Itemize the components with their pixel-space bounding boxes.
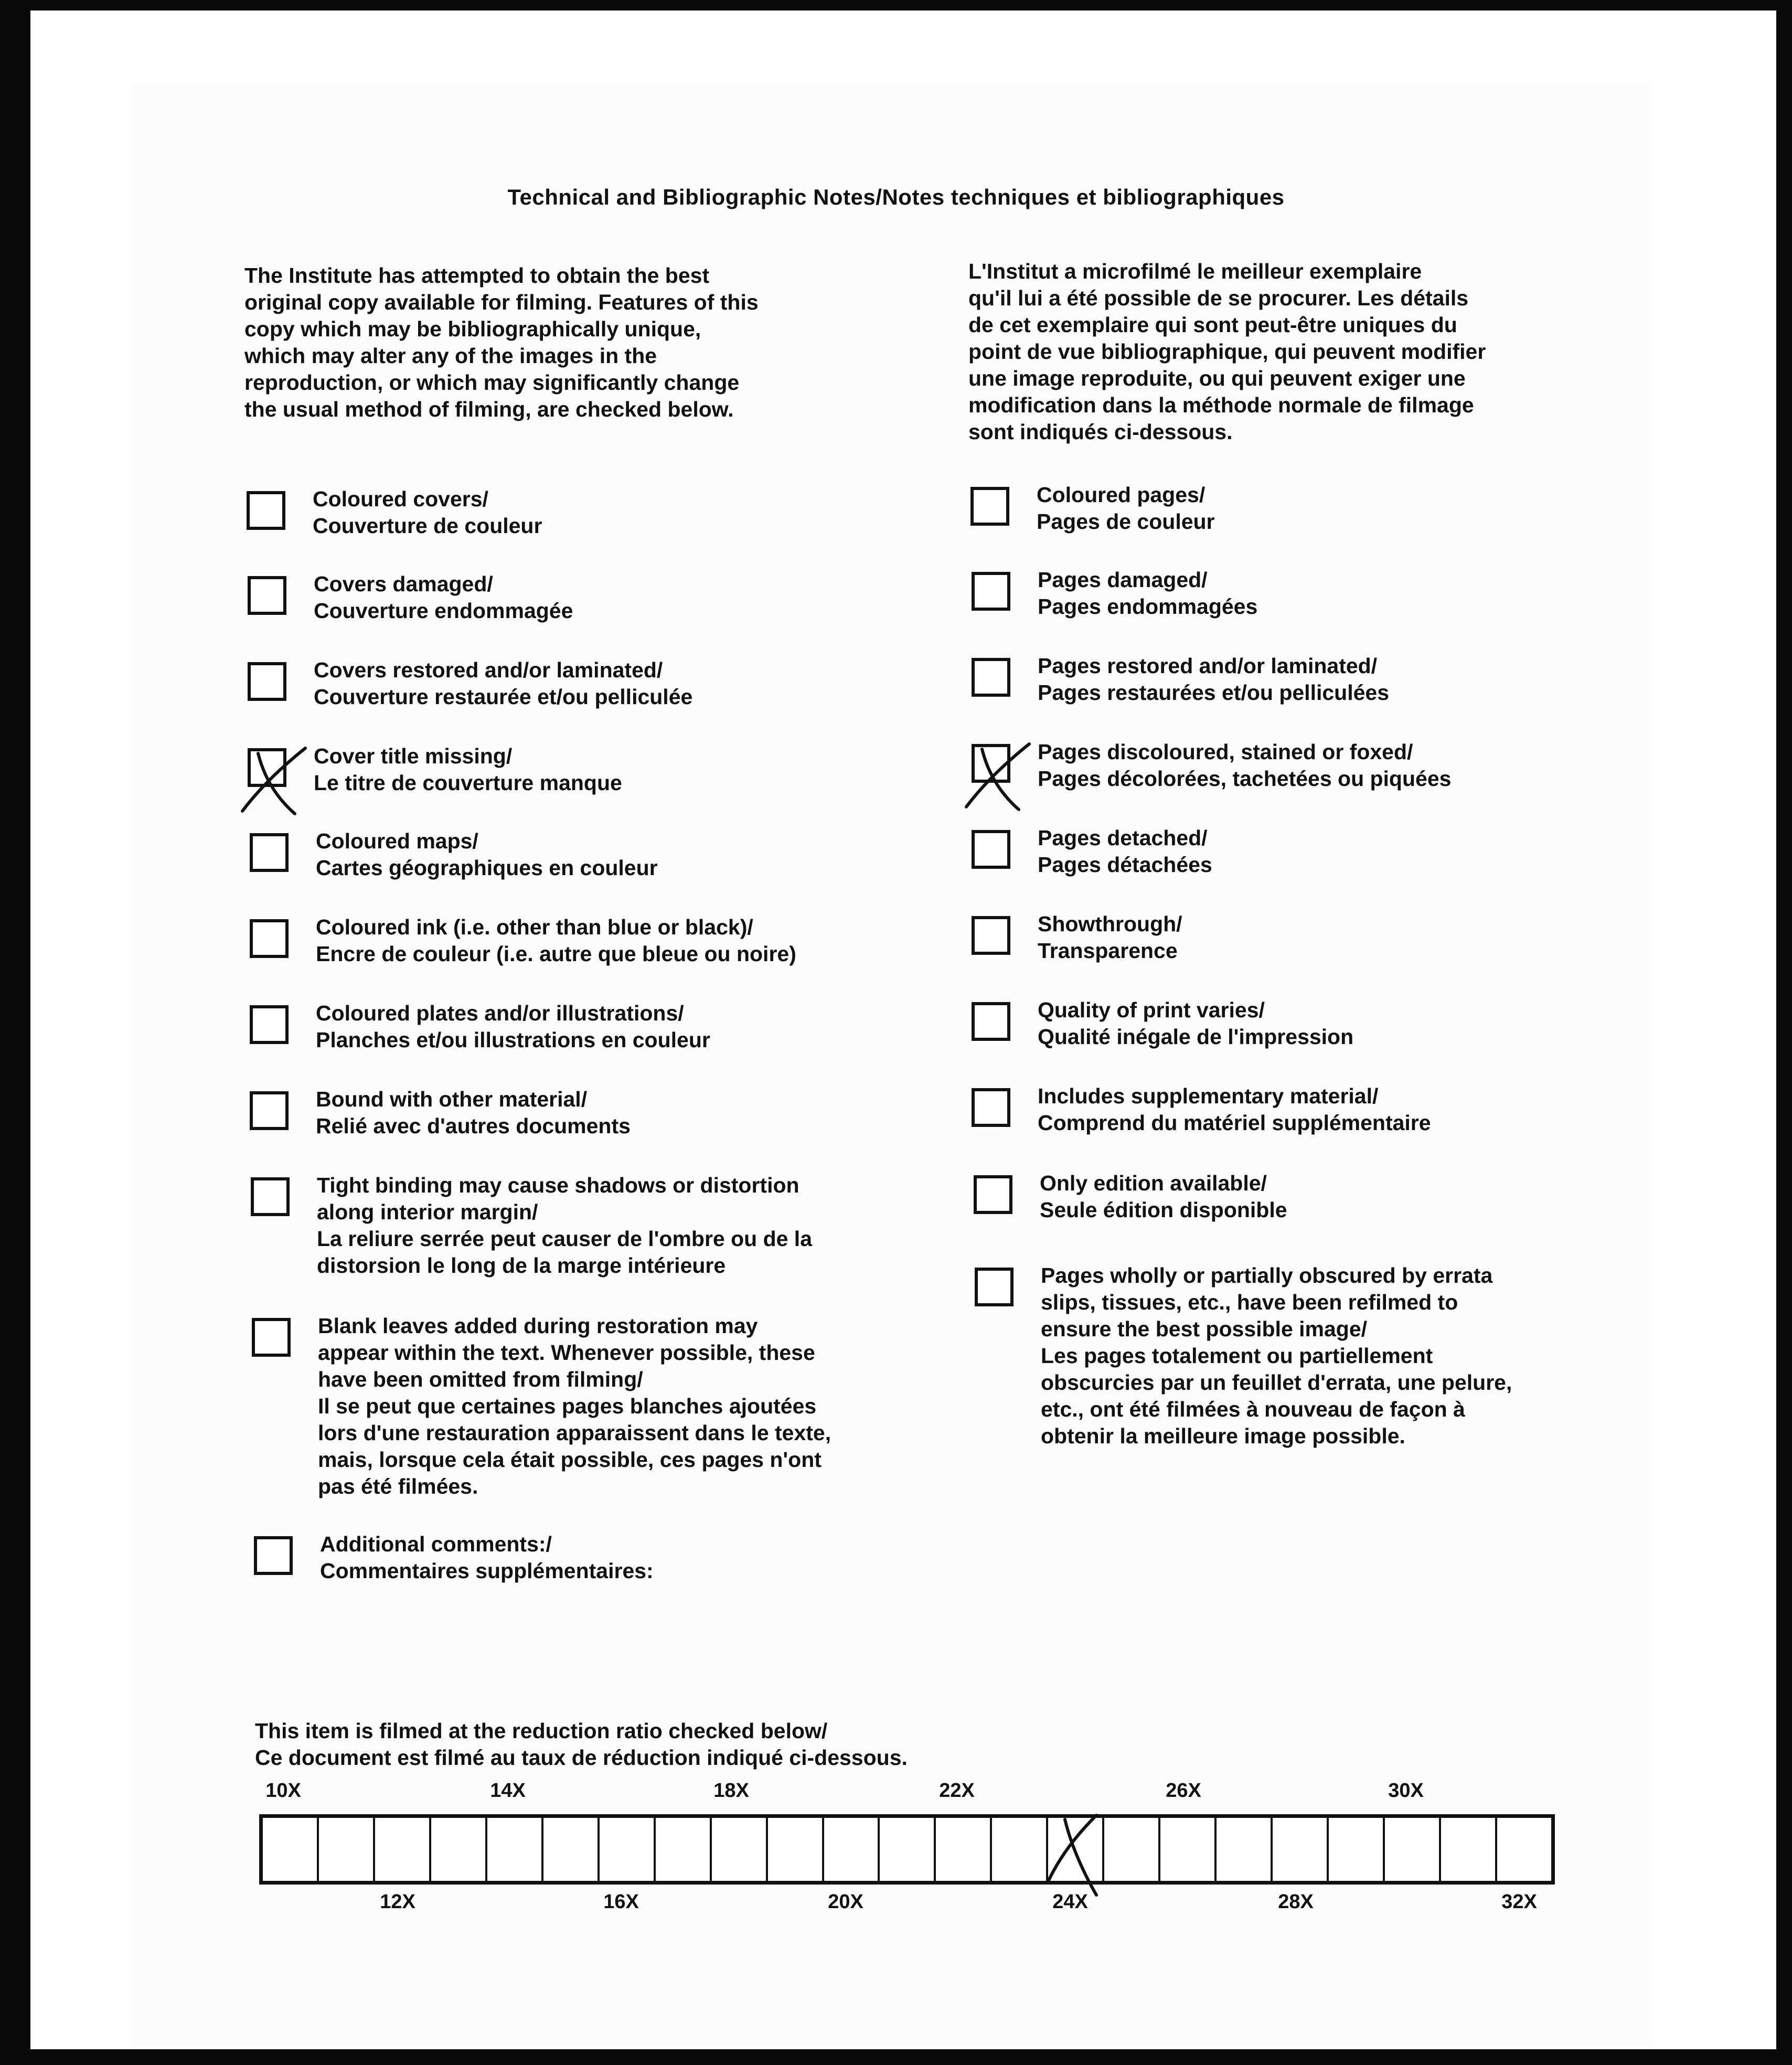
item-label-line: Pages de couleur bbox=[1037, 509, 1215, 534]
ratio-tick-lower: 20X bbox=[828, 1891, 863, 1913]
item-label-line: Pages detached/ bbox=[1038, 826, 1208, 850]
checkbox[interactable] bbox=[972, 916, 1010, 955]
ratio-tick-upper: 26X bbox=[1166, 1780, 1201, 1802]
item-label-line: Covers damaged/ bbox=[314, 572, 493, 596]
ratio-cell[interactable] bbox=[1104, 1818, 1160, 1881]
item-label-line: Les pages totalement ou partiellement bbox=[1041, 1344, 1433, 1368]
ratio-cell[interactable] bbox=[992, 1818, 1048, 1881]
checkbox[interactable] bbox=[250, 833, 289, 872]
item-label-line: Coloured maps/ bbox=[316, 829, 478, 853]
item-label-line: Pages restaurées et/ou pelliculées bbox=[1038, 680, 1389, 705]
item-label-line: Blank leaves added during restoration may bbox=[318, 1314, 758, 1338]
item-label bbox=[314, 743, 622, 796]
item-label-line: Pages damaged/ bbox=[1038, 568, 1208, 592]
item-label bbox=[1038, 825, 1212, 878]
ratio-cell[interactable] bbox=[1217, 1818, 1273, 1881]
checkbox[interactable] bbox=[972, 572, 1010, 611]
item-label-line: Coloured ink (i.e. other than blue or black)/ bbox=[316, 915, 753, 939]
ratio-cell[interactable] bbox=[1497, 1818, 1551, 1881]
scan-edge-left bbox=[0, 0, 30, 2065]
item-label-line: Encre de couleur (i.e. autre que bleue ou noire) bbox=[316, 942, 796, 966]
ratio-cell[interactable] bbox=[543, 1818, 600, 1881]
item-label-line: Additional comments:/ bbox=[320, 1532, 552, 1556]
ratio-tick-lower: 28X bbox=[1278, 1891, 1314, 1913]
item-label-line: Coloured pages/ bbox=[1037, 483, 1206, 507]
item-label-line: Pages endommagées bbox=[1038, 594, 1258, 619]
item-label bbox=[1038, 911, 1182, 964]
ratio-cell[interactable] bbox=[1273, 1818, 1329, 1881]
reduction-intro-line: Ce document est filmé au taux de réduction indiqué ci-dessous. bbox=[255, 1745, 908, 1770]
item-label-line: Includes supplementary material/ bbox=[1038, 1084, 1379, 1108]
item-label-line: La reliure serrée peut causer de l'ombre ou de la bbox=[317, 1227, 813, 1251]
item-label-line: Planches et/ou illustrations en couleur bbox=[316, 1028, 710, 1052]
checkbox[interactable] bbox=[972, 830, 1010, 869]
checkbox[interactable] bbox=[251, 1177, 290, 1216]
intro-fr-line: modification dans la méthode normale de filmage bbox=[968, 393, 1474, 417]
scan-edge-right bbox=[1776, 0, 1792, 2065]
scan-edge-bottom bbox=[0, 2049, 1792, 2065]
intro-en-line: which may alter any of the images in the bbox=[244, 344, 657, 368]
intro-french bbox=[968, 258, 1598, 445]
ratio-cell[interactable] bbox=[656, 1818, 712, 1881]
item-label-line: Pages détachées bbox=[1038, 853, 1212, 877]
ratio-tick-lower: 12X bbox=[380, 1891, 415, 1913]
item-label-line: pas été filmées. bbox=[318, 1474, 478, 1498]
ratio-cell[interactable] bbox=[319, 1818, 375, 1881]
scan-edge-top bbox=[0, 0, 1792, 10]
item-label-line: Commentaires supplémentaires: bbox=[320, 1559, 654, 1583]
handwritten-check-icon bbox=[951, 733, 1034, 817]
item-label-line: distorsion le long de la marge intérieure bbox=[317, 1253, 726, 1278]
item-label-line: etc., ont été filmées à nouveau de façon à bbox=[1041, 1397, 1465, 1421]
ratio-tick-lower: 16X bbox=[603, 1891, 639, 1913]
ratio-cell[interactable] bbox=[263, 1818, 319, 1881]
intro-en-line: copy which may be bibliographically unique, bbox=[244, 317, 701, 341]
item-label-line: ensure the best possible image/ bbox=[1041, 1317, 1368, 1341]
item-label-line: along interior margin/ bbox=[317, 1200, 538, 1224]
checkbox[interactable] bbox=[972, 1002, 1010, 1041]
item-label-line: Cartes géographiques en couleur bbox=[316, 856, 658, 880]
item-label bbox=[1038, 739, 1451, 792]
item-label bbox=[1038, 567, 1257, 620]
item-label-line: Coloured covers/ bbox=[313, 487, 488, 511]
item-label-line: Couverture de couleur bbox=[313, 514, 542, 538]
checkbox[interactable] bbox=[974, 1175, 1012, 1214]
item-label-line: Pages discoloured, stained or foxed/ bbox=[1038, 740, 1413, 764]
item-label bbox=[1037, 482, 1215, 535]
ratio-cell[interactable] bbox=[1385, 1818, 1441, 1881]
checkbox[interactable] bbox=[254, 1536, 293, 1575]
item-label bbox=[1040, 1170, 1287, 1223]
item-label-line: Seule édition disponible bbox=[1040, 1198, 1287, 1222]
item-label-line: Pages décolorées, tachetées ou piquées bbox=[1038, 767, 1452, 791]
ratio-cell[interactable] bbox=[880, 1818, 936, 1881]
checkbox[interactable] bbox=[250, 1091, 289, 1130]
checkbox[interactable] bbox=[972, 1088, 1010, 1127]
checkbox[interactable] bbox=[250, 1005, 289, 1044]
item-label-line: Pages restored and/or laminated/ bbox=[1038, 654, 1378, 678]
ratio-cell[interactable] bbox=[1160, 1818, 1217, 1881]
item-label-line: have been omitted from filming/ bbox=[318, 1367, 643, 1391]
reduction-intro bbox=[255, 1718, 908, 1771]
item-label-line: obscurcies par un feuillet d'errata, une pelure, bbox=[1041, 1370, 1512, 1395]
intro-fr-line: qu'il lui a été possible de se procurer. Les détails bbox=[968, 286, 1469, 310]
intro-en-line: The Institute has attempted to obtain the best bbox=[244, 263, 710, 288]
item-label-line: Covers restored and/or laminated/ bbox=[314, 658, 663, 682]
item-label bbox=[320, 1531, 654, 1584]
ratio-cell[interactable] bbox=[1441, 1818, 1497, 1881]
ratio-tick-upper: 14X bbox=[490, 1780, 526, 1802]
intro-fr-line: sont indiqués ci-dessous. bbox=[968, 420, 1233, 444]
item-label bbox=[316, 914, 796, 967]
item-label-line: Relié avec d'autres documents bbox=[316, 1114, 631, 1138]
item-label bbox=[313, 486, 542, 539]
intro-en-line: reproduction, or which may significantly change bbox=[244, 370, 740, 395]
ratio-cell[interactable] bbox=[431, 1818, 487, 1881]
ratio-cell[interactable] bbox=[768, 1818, 824, 1881]
item-label-line: Quality of print varies/ bbox=[1038, 998, 1265, 1022]
item-label-line: Tight binding may cause shadows or distortion bbox=[317, 1173, 799, 1197]
ratio-cell[interactable] bbox=[1329, 1818, 1385, 1881]
ratio-cell[interactable] bbox=[487, 1818, 543, 1881]
item-label-line: Couverture restaurée et/ou pelliculée bbox=[314, 685, 693, 709]
intro-fr-line: L'Institut a microfilmé le meilleur exemplaire bbox=[968, 259, 1422, 283]
ratio-cell[interactable] bbox=[600, 1818, 656, 1881]
intro-en-line: the usual method of filming, are checked below. bbox=[244, 397, 734, 421]
item-label-line: Qualité inégale de l'impression bbox=[1038, 1025, 1354, 1049]
checkbox[interactable] bbox=[972, 658, 1010, 697]
item-label-line: slips, tissues, etc., have been refilmed to bbox=[1041, 1290, 1458, 1314]
handwritten-check-icon bbox=[227, 738, 311, 822]
item-label-line: Le titre de couverture manque bbox=[314, 771, 622, 795]
item-label bbox=[316, 828, 658, 881]
ratio-cell[interactable] bbox=[1048, 1818, 1104, 1881]
checkbox[interactable] bbox=[250, 919, 289, 958]
ratio-cell[interactable] bbox=[824, 1818, 880, 1881]
item-label-line: Pages wholly or partially obscured by errata bbox=[1041, 1263, 1493, 1287]
ratio-tick-upper: 22X bbox=[939, 1780, 975, 1802]
item-label-line: Couverture endommagée bbox=[314, 599, 573, 623]
ratio-tick-upper: 10X bbox=[265, 1780, 301, 1802]
item-label bbox=[314, 571, 573, 624]
ratio-tick-upper: 30X bbox=[1388, 1780, 1424, 1802]
checkbox[interactable] bbox=[247, 491, 285, 530]
item-label bbox=[1041, 1262, 1512, 1450]
intro-en-line: original copy available for filming. Features of this bbox=[244, 290, 759, 314]
ratio-cell[interactable] bbox=[375, 1818, 431, 1881]
checkbox[interactable] bbox=[252, 1318, 291, 1357]
item-label-line: appear within the text. Whenever possible, these bbox=[318, 1340, 815, 1365]
reduction-ratio-bar bbox=[259, 1814, 1555, 1885]
item-label-line: Transparence bbox=[1038, 939, 1178, 963]
ratio-tick-upper: 18X bbox=[713, 1780, 749, 1802]
item-label-line: Il se peut que certaines pages blanches ajoutées bbox=[318, 1394, 817, 1418]
checkbox[interactable] bbox=[970, 487, 1009, 526]
item-label-line: Only edition available/ bbox=[1040, 1171, 1267, 1195]
intro-fr-line: une image reproduite, ou qui peuvent exiger une bbox=[968, 366, 1466, 390]
item-label bbox=[314, 657, 692, 710]
ratio-tick-lower: 24X bbox=[1052, 1891, 1088, 1913]
ratio-tick-lower: 32X bbox=[1501, 1891, 1537, 1913]
item-label bbox=[317, 1172, 812, 1279]
checkbox[interactable] bbox=[248, 576, 286, 615]
checkbox[interactable] bbox=[975, 1268, 1014, 1306]
ratio-cell[interactable] bbox=[712, 1818, 768, 1881]
item-label-line: mais, lorsque cela était possible, ces pages n'ont bbox=[318, 1447, 822, 1472]
item-label bbox=[1038, 1083, 1431, 1136]
item-label bbox=[318, 1313, 831, 1500]
intro-english bbox=[244, 262, 884, 423]
checkbox[interactable] bbox=[248, 662, 286, 701]
item-label-line: Comprend du matériel supplémentaire bbox=[1038, 1111, 1431, 1135]
item-label-line: Cover title missing/ bbox=[314, 744, 513, 768]
item-label-line: Bound with other material/ bbox=[316, 1087, 588, 1111]
item-label bbox=[1038, 653, 1389, 706]
intro-fr-line: point de vue bibliographique, qui peuvent modifier bbox=[968, 339, 1486, 364]
item-label-line: Coloured plates and/or illustrations/ bbox=[316, 1001, 684, 1025]
item-label-line: obtenir la meilleure image possible. bbox=[1041, 1424, 1405, 1448]
reduction-intro-line: This item is filmed at the reduction ratio checked below/ bbox=[255, 1719, 828, 1743]
item-label-line: lors d'une restauration apparaissent dans le texte, bbox=[318, 1421, 831, 1445]
intro-fr-line: de cet exemplaire qui sont peut-être uniques du bbox=[968, 313, 1457, 337]
item-label bbox=[316, 1000, 710, 1053]
item-label bbox=[316, 1086, 631, 1140]
ratio-cell[interactable] bbox=[936, 1818, 992, 1881]
item-label bbox=[1038, 997, 1353, 1050]
page-title: Technical and Bibliographic Notes/Notes techniques et bibliographiques bbox=[507, 185, 1285, 209]
item-label-line: Showthrough/ bbox=[1038, 912, 1182, 936]
